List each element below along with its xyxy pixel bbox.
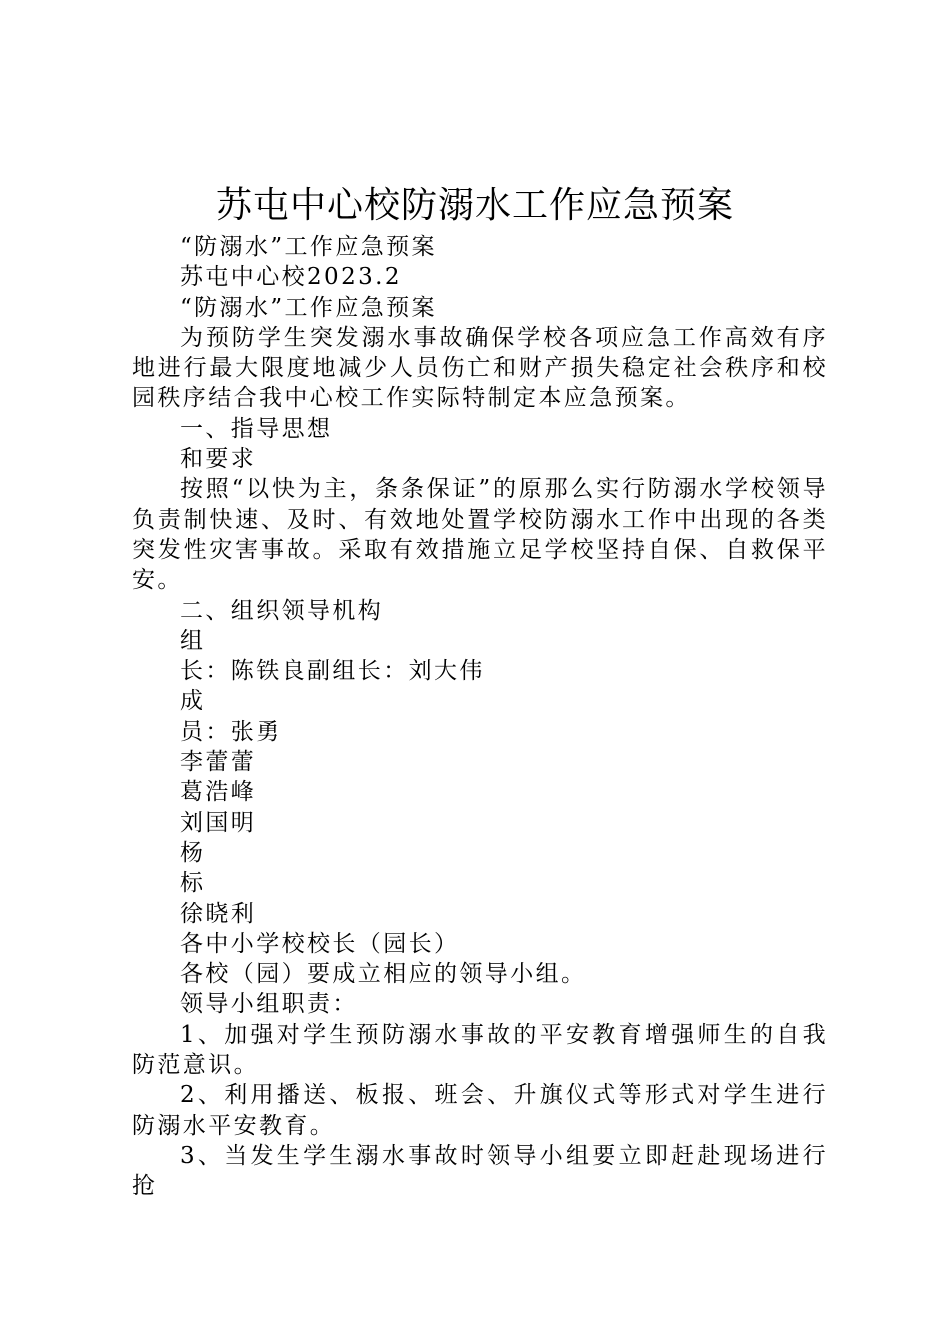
paragraph: 员：张勇 [180,718,282,745]
paragraph: 领导小组职责： [180,991,358,1018]
paragraph: 二、组织领导机构 [180,597,384,624]
paragraph: 1、加强对学生预防溺水事故的平安教育增强师生的自我防范意识。 [132,1021,828,1079]
paragraph: 为预防学生突发溺水事故确保学校各项应急工作高效有序地进行最大限度地减少人员伤亡和财产损失稳定社会秩序和校园秩序结合我中心校工作实际特制定本应急预案。 [132,324,828,412]
paragraph: 苏屯中心校2023.2 [180,264,402,291]
paragraph: “防溺水”工作应急预案 [180,234,437,260]
paragraph: 2、利用播送、板报、班会、升旗仪式等形式对学生进行防溺水平安教育。 [132,1082,828,1139]
paragraph: 杨 [180,839,206,866]
document-title: 苏屯中心校防溺水工作应急预案 [215,185,734,226]
paragraph: 和要求 [180,446,257,473]
document-body [132,232,828,1202]
paragraph: 组 [180,627,206,654]
paragraph: 成 [180,688,206,715]
paragraph: 刘国明 [180,809,257,836]
paragraph: 标 [180,870,206,897]
paragraph: 葛浩峰 [180,779,257,806]
paragraph: 各校（园）要成立相应的领导小组。 [180,961,587,988]
paragraph: 按照“以快为主，条条保证”的原那么实行防溺水学校领导负责制快速、及时、有效地处置学校防溺水工作中出现的各类突发性灾害事故。采取有效措施立足学校坚持自保、自救保平安。 [132,476,828,594]
paragraph: 一、指导思想 [180,415,333,442]
paragraph: 李蕾蕾 [180,749,257,776]
paragraph: “防溺水”工作应急预案 [180,294,437,321]
paragraph: 徐晓利 [180,900,257,927]
paragraph: 3、当发生学生溺水事故时领导小组要立即赶赴现场进行抢 [132,1142,828,1200]
paragraph: 各中小学校校长（园长） [180,930,460,957]
paragraph: 长：陈铁良副组长：刘大伟 [180,658,485,685]
